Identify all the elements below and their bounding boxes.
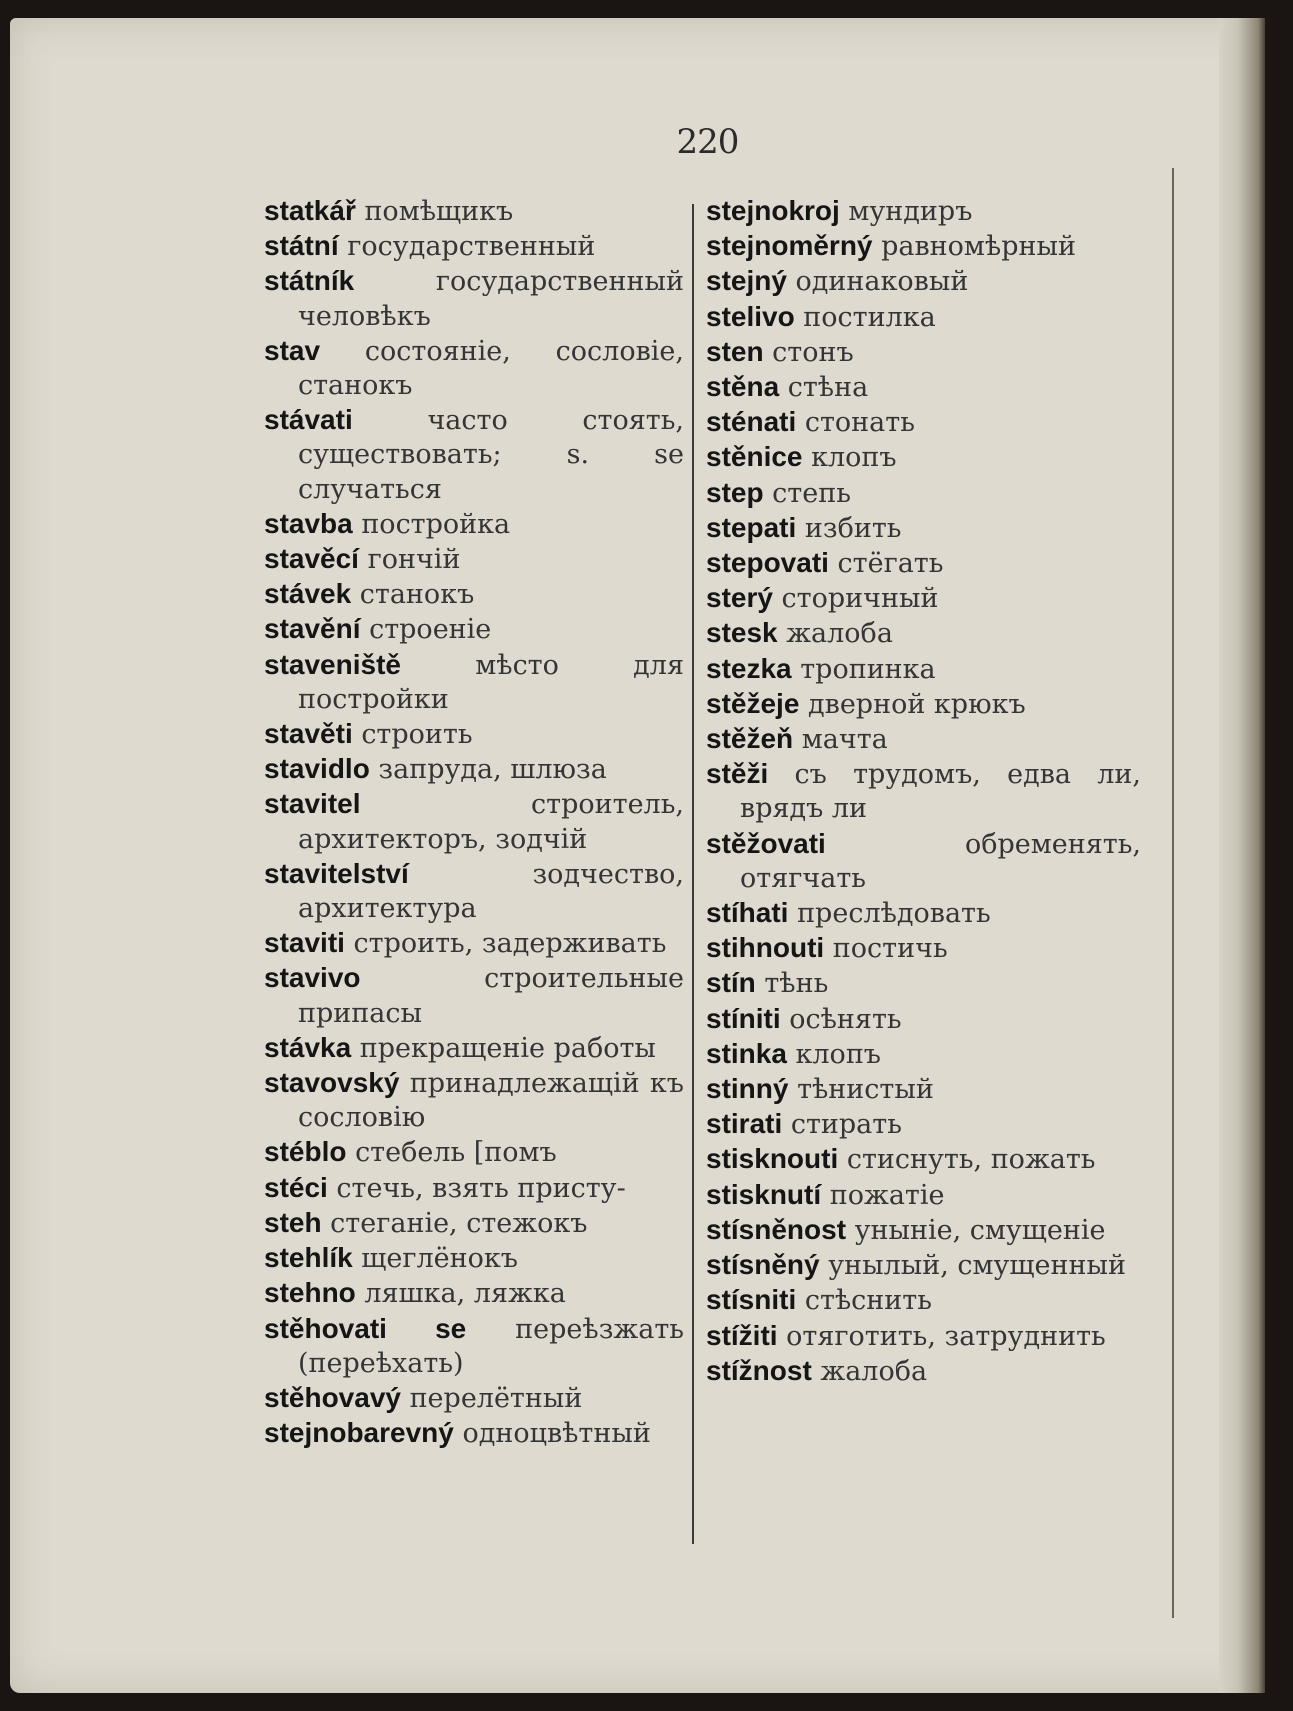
dictionary-entry — [706, 1072, 1141, 1107]
dictionary-entry — [264, 1241, 684, 1276]
dictionary-entry — [706, 581, 1141, 616]
headword: stísněnost — [706, 1213, 847, 1245]
definition: стѣна — [787, 372, 869, 404]
definition: стѣснить — [804, 1285, 932, 1317]
dictionary-entry — [264, 787, 684, 856]
definition: принадлежащій къ сословію — [298, 1068, 684, 1134]
definition: избить — [804, 512, 902, 544]
dictionary-entry — [706, 616, 1141, 651]
definition: постичь — [832, 933, 948, 965]
definition: тропинка — [800, 653, 936, 685]
headword: stejný — [706, 265, 787, 297]
definition: строить — [361, 719, 473, 751]
definition: одноцвѣтный — [462, 1418, 651, 1450]
headword: stěžovati — [706, 827, 826, 859]
dictionary-entry — [706, 546, 1141, 581]
definition: строительные припасы — [298, 963, 684, 1029]
headword: stavovský — [264, 1067, 400, 1099]
definition: мѣсто для постройки — [298, 649, 684, 715]
definition: прекращеніе работы — [359, 1032, 656, 1064]
headword: stíhati — [706, 897, 789, 929]
dictionary-entry — [264, 264, 684, 333]
dictionary-entry — [706, 1354, 1141, 1389]
definition: съ трудомъ, едва ли, врядъ ли — [740, 759, 1141, 825]
dictionary-entry — [264, 752, 684, 787]
definition: осѣнять — [789, 1003, 902, 1035]
headword: step — [706, 476, 764, 508]
definition: постилка — [803, 301, 936, 333]
dictionary-entry — [264, 1276, 684, 1311]
definition: стонать — [804, 407, 915, 439]
definition: постройка — [361, 508, 511, 540]
headword: stehno — [264, 1277, 356, 1309]
definition: стеганіе, стежокъ — [330, 1207, 588, 1239]
dictionary-entry — [264, 542, 684, 577]
definition: преслѣдовать — [797, 898, 991, 930]
dictionary-entry — [264, 1066, 684, 1135]
definition: стонъ — [772, 336, 854, 368]
dictionary-entry — [706, 1178, 1141, 1213]
definition: жалоба — [820, 1355, 928, 1387]
dictionary-entry — [706, 405, 1141, 440]
headword: stížnost — [706, 1354, 812, 1386]
definition: зодчество, архитектура — [298, 858, 684, 925]
headword: stavěcí — [264, 543, 359, 575]
definition: строитель, архитекторъ, зодчій — [298, 789, 684, 855]
definition: стирать — [790, 1109, 902, 1141]
headword: stavivo — [264, 962, 361, 994]
book-gutter — [1219, 18, 1265, 1693]
definition: перелётный — [409, 1382, 583, 1414]
dictionary-entry — [264, 334, 684, 403]
definition: равномѣрный — [881, 231, 1076, 263]
definition: клопъ — [811, 442, 897, 474]
headword: stěnice — [706, 441, 803, 473]
dictionary-entry — [264, 612, 684, 647]
headword: stejnokroj — [706, 195, 840, 226]
headword: stepati — [706, 511, 797, 543]
headword: stelivo — [706, 300, 795, 332]
headword: stěži — [706, 758, 769, 790]
definition: мундиръ — [848, 196, 973, 227]
dictionary-entry — [264, 1381, 684, 1416]
dictionary-entry — [706, 896, 1141, 931]
dictionary-entry — [264, 717, 684, 752]
dictionary-entry — [264, 229, 684, 264]
headword: státní — [264, 230, 339, 262]
headword: stísněný — [706, 1249, 820, 1281]
dictionary-entry — [264, 194, 684, 229]
dictionary-entry — [264, 1031, 684, 1066]
headword: stěna — [706, 371, 780, 403]
definition: жалоба — [786, 618, 893, 650]
dictionary-entry — [706, 966, 1141, 1001]
dictionary-entry — [264, 1171, 684, 1206]
page-number: 220 — [676, 122, 739, 162]
definition: гончій — [367, 544, 461, 576]
headword: stíniti — [706, 1002, 781, 1034]
headword: stesk — [706, 617, 778, 649]
definition: унылый, смущенный — [828, 1250, 1126, 1282]
definition: уныніе, смущеніе — [854, 1214, 1106, 1246]
headword: stisknutí — [706, 1178, 822, 1210]
dictionary-entry — [706, 264, 1141, 299]
headword: stavění — [264, 613, 361, 645]
headword: sten — [706, 335, 764, 367]
headword: stezka — [706, 652, 792, 684]
dictionary-entry — [706, 1248, 1141, 1283]
dictionary-entry — [264, 857, 684, 926]
dictionary-entry — [264, 403, 684, 507]
headword: stejnoměrný — [706, 230, 873, 262]
headword: stirati — [706, 1108, 783, 1140]
definition: ляшка, ляжка — [364, 1278, 566, 1310]
headword: stinný — [706, 1073, 789, 1105]
definition: стиснуть, пожать — [846, 1144, 1096, 1176]
definition: помѣщикъ — [364, 196, 514, 227]
definition: переѣзжать (переѣхать) — [298, 1313, 684, 1379]
dictionary-entry — [264, 1416, 684, 1451]
definition: тѣнистый — [797, 1074, 934, 1106]
gutter-line — [1172, 168, 1174, 1618]
dictionary-entry — [264, 577, 684, 612]
headword: stavidlo — [264, 753, 370, 785]
definition: клопъ — [795, 1038, 881, 1070]
definition: стебель [помъ — [355, 1137, 557, 1169]
dictionary-entry — [706, 1107, 1141, 1142]
definition: запруда, шлюза — [378, 754, 607, 786]
left-column — [264, 194, 684, 1451]
headword: statkář — [264, 195, 356, 226]
headword: stísniti — [706, 1284, 797, 1316]
dictionary-entry — [706, 1213, 1141, 1248]
dictionary-entry — [706, 1002, 1141, 1037]
headword: stéci — [264, 1171, 328, 1203]
headword: stinka — [706, 1037, 787, 1069]
dictionary-entry — [706, 300, 1141, 335]
dictionary-entry — [264, 1312, 684, 1381]
headword: stížiti — [706, 1319, 778, 1351]
definition: сторичный — [781, 583, 939, 615]
definition: станокъ — [359, 579, 475, 611]
headword: stehlík — [264, 1242, 353, 1274]
dictionary-entry — [706, 1283, 1141, 1318]
dictionary-entry — [706, 440, 1141, 475]
headword: stihnouti — [706, 932, 825, 964]
headword: stěžeň — [706, 723, 794, 755]
definition: стечь, взять присту- — [336, 1172, 626, 1204]
definition: государственный человѣкъ — [298, 266, 684, 332]
dictionary-entry — [264, 648, 684, 717]
dictionary-entry — [264, 1206, 684, 1241]
definition: пожатіе — [829, 1179, 945, 1211]
dictionary-entry — [706, 722, 1141, 757]
dictionary-entry — [706, 1037, 1141, 1072]
dictionary-page — [10, 18, 1265, 1693]
headword: stěhovavý — [264, 1381, 401, 1413]
headword: stepovati — [706, 547, 829, 579]
headword: staviti — [264, 927, 345, 959]
dictionary-entry — [706, 194, 1141, 229]
definition: одинаковый — [795, 266, 969, 298]
dictionary-entry — [706, 757, 1141, 826]
definition: тѣнь — [764, 968, 829, 1000]
headword: státník — [264, 265, 355, 297]
dictionary-entry — [706, 652, 1141, 687]
definition: дверной крюкъ — [808, 688, 1026, 720]
dictionary-entry — [706, 931, 1141, 966]
definition: степь — [772, 477, 851, 509]
definition: мачта — [801, 724, 888, 756]
headword: stěhovati se — [264, 1312, 467, 1344]
headword: stávek — [264, 578, 352, 610]
headword: sterý — [706, 582, 773, 614]
headword: stavba — [264, 507, 353, 539]
definition: строить, задерживать — [353, 928, 667, 960]
headword: stavěti — [264, 718, 353, 750]
dictionary-entry — [706, 511, 1141, 546]
headword: stéblo — [264, 1136, 347, 1168]
dictionary-entry — [264, 926, 684, 961]
headword: stávati — [264, 404, 353, 436]
headword: stavitel — [264, 788, 361, 820]
dictionary-entry — [706, 1319, 1141, 1354]
dictionary-entry — [264, 1135, 684, 1170]
definition: обременять, отягчать — [740, 828, 1141, 894]
headword: stín — [706, 967, 756, 999]
headword: staveniště — [264, 648, 401, 680]
headword: stěžeje — [706, 687, 800, 719]
headword: stavitelství — [264, 857, 409, 889]
dictionary-entry — [706, 335, 1141, 370]
headword: stejnobarevný — [264, 1417, 454, 1449]
headword: stav — [264, 334, 321, 366]
dictionary-entry — [706, 476, 1141, 511]
dictionary-entry — [706, 687, 1141, 722]
right-column — [706, 194, 1141, 1389]
definition: щеглёнокъ — [361, 1243, 518, 1275]
definition: государственный — [347, 231, 596, 263]
definition: строеніе — [369, 614, 492, 646]
headword: stisknouti — [706, 1143, 839, 1175]
definition: состояніе, сословіе, станокъ — [298, 335, 684, 402]
column-divider — [692, 204, 694, 1544]
dictionary-entry — [264, 507, 684, 542]
definition: отяготить, затруднить — [786, 1320, 1106, 1352]
headword: sténati — [706, 406, 797, 438]
definition: стёгать — [837, 548, 944, 580]
dictionary-entry — [264, 961, 684, 1030]
dictionary-entry — [706, 229, 1141, 264]
dictionary-entry — [706, 1142, 1141, 1177]
headword: steh — [264, 1206, 322, 1238]
dictionary-entry — [706, 827, 1141, 896]
definition: часто стоять, существовать; s. se случаться — [298, 405, 684, 505]
dictionary-entry — [706, 370, 1141, 405]
headword: stávka — [264, 1031, 352, 1063]
